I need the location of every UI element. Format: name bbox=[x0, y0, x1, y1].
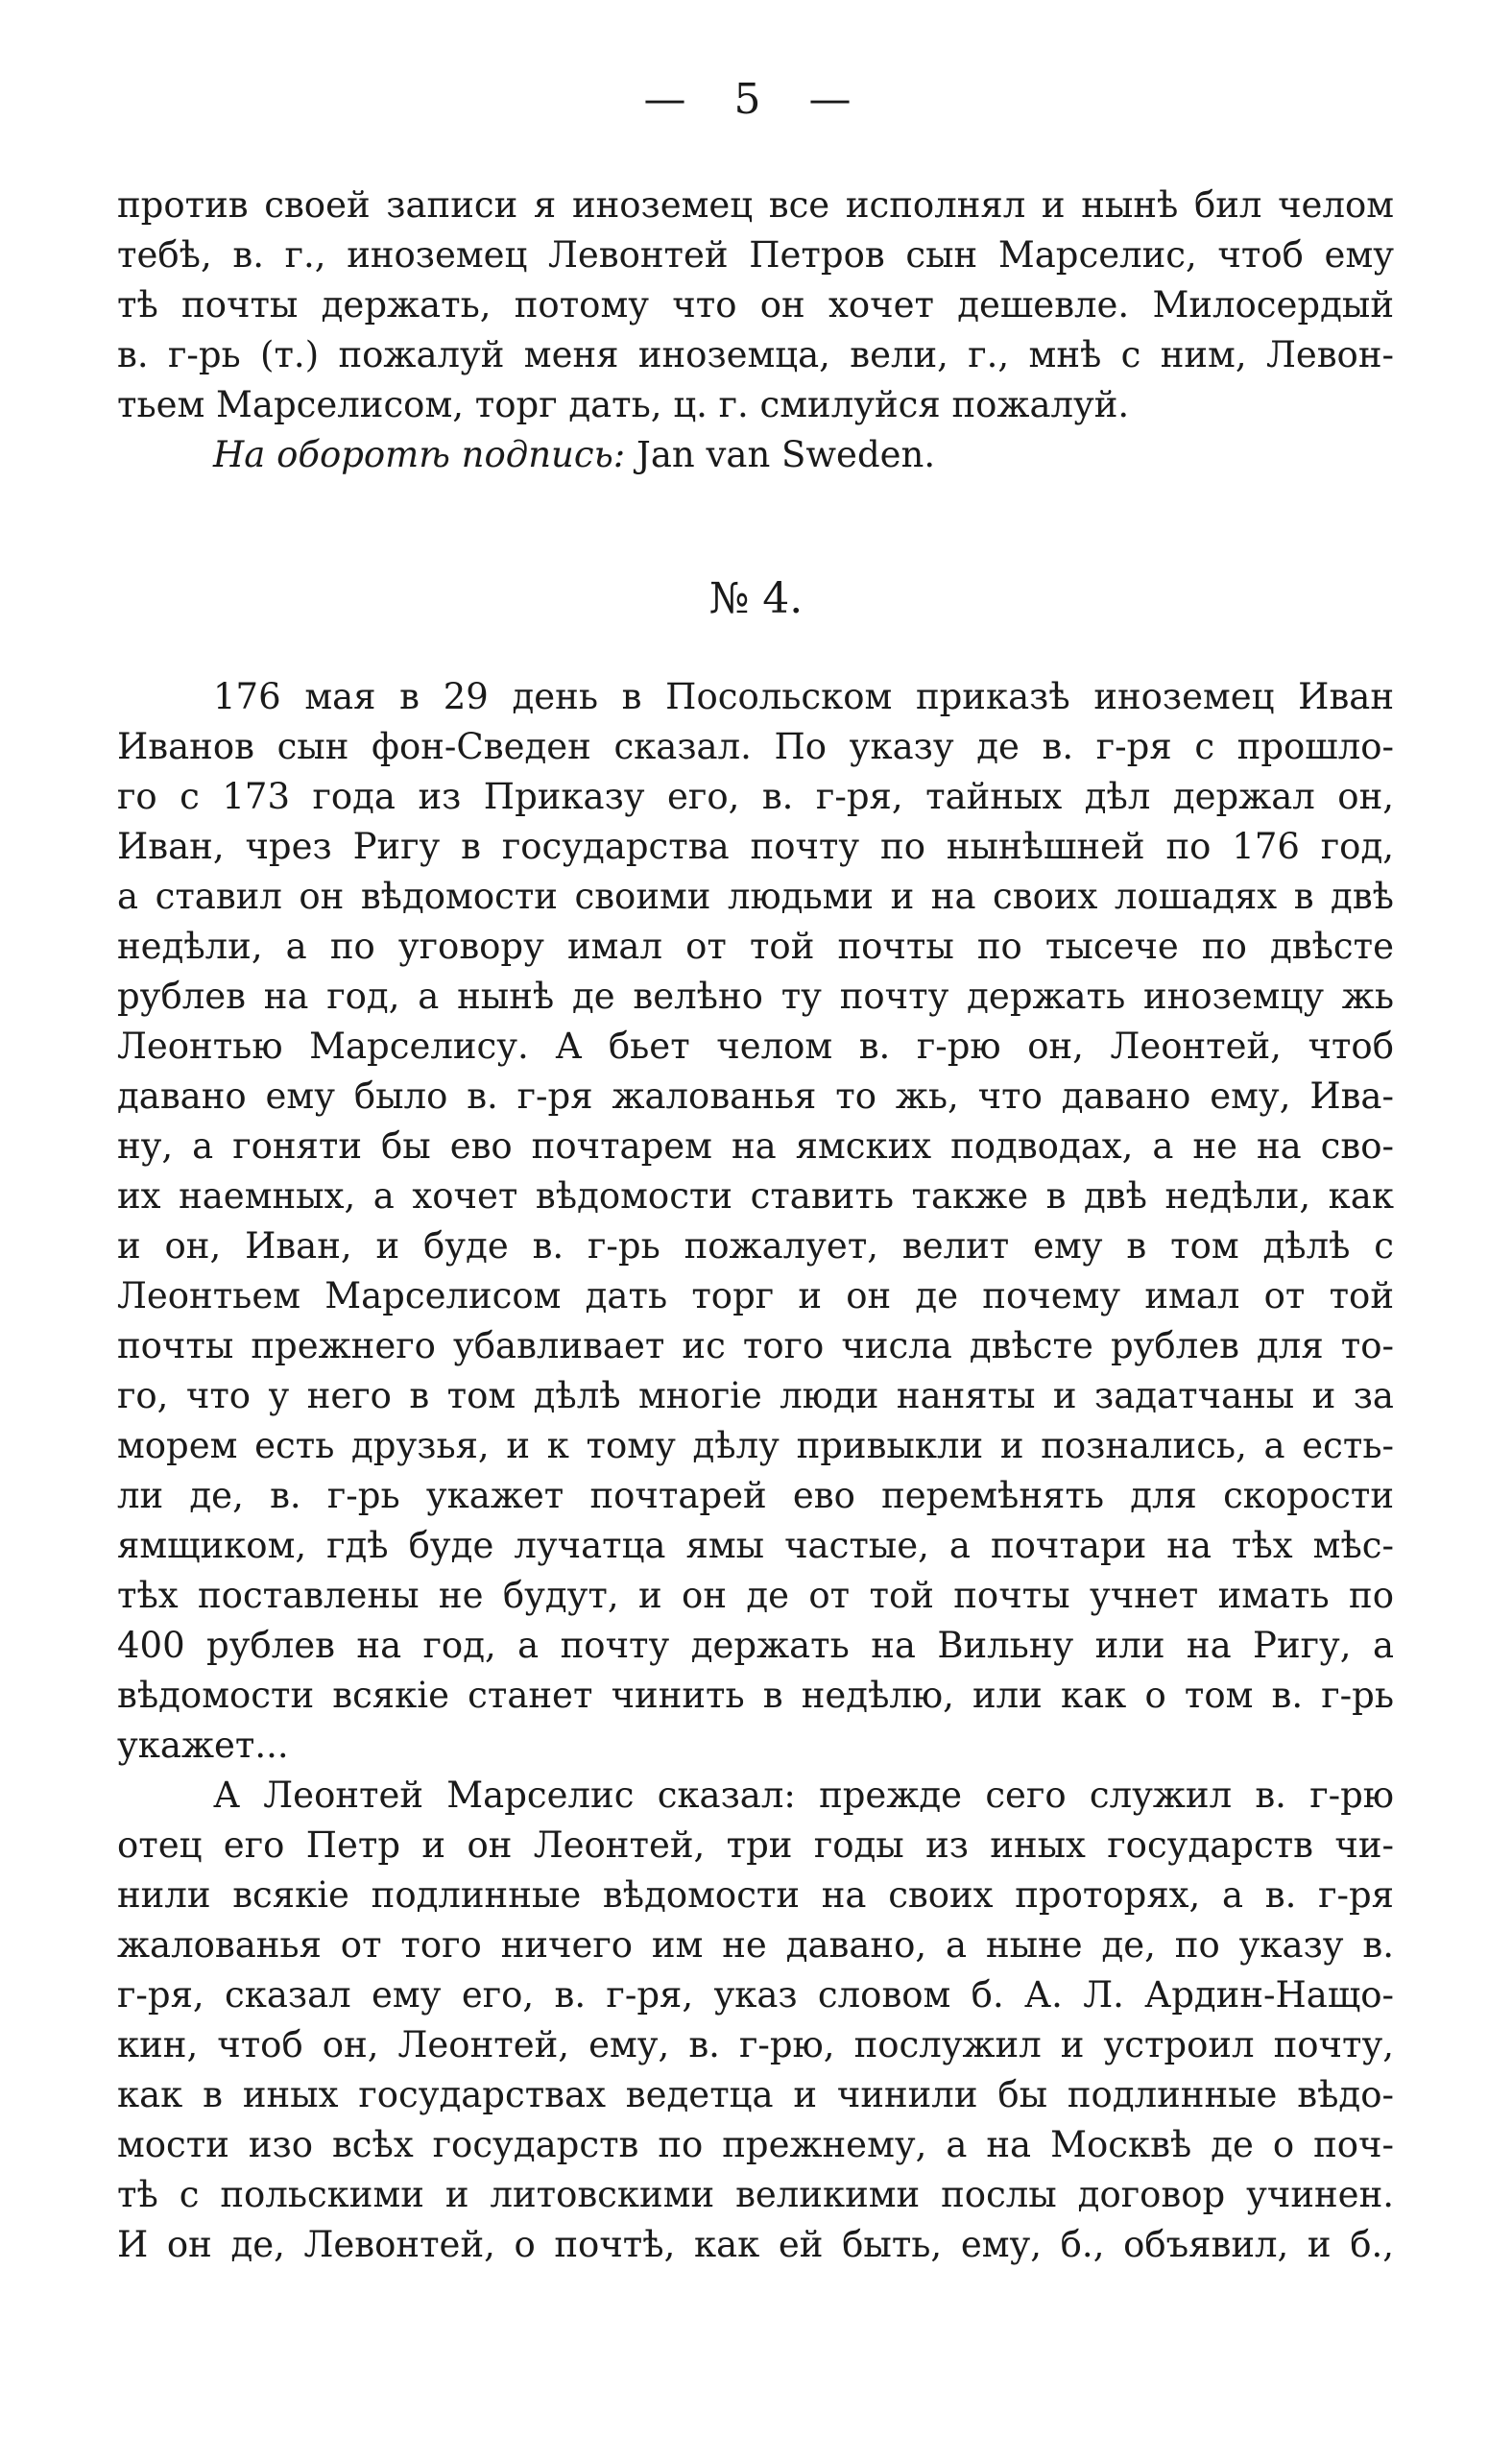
text-line: тебѣ, в. г., иноземец Левонтей Петров сын Марселис, чтоб ему bbox=[117, 234, 1394, 276]
text-line: г-ря, сказал ему его, в. г-ря, указ словом б. А. Л. Ардин-Нащо- bbox=[117, 1974, 1394, 2016]
text-line: Иванов сын фон-Сведен сказал. По указу де в. г-ря с прошло- bbox=[117, 726, 1394, 767]
text-line: как в иных государствах ведетца и чинили бы подлинные вѣдо- bbox=[117, 2074, 1394, 2115]
text-line: мости изо всѣх государств по прежнему, а на Москвѣ де о поч- bbox=[117, 2124, 1394, 2165]
text-line: 400 рублев на год, а почту держать на Вильну или на Ригу, а bbox=[117, 1625, 1394, 1666]
text-line: ну, а гоняти бы ево почтарем на ямских подводах, а не на сво- bbox=[117, 1125, 1394, 1167]
text-line: 176 мая в 29 день в Посольском приказѣ иноземец Иван bbox=[213, 676, 1394, 717]
text-line: тѣх поставлены не будут, и он де от той почты учнет имать по bbox=[117, 1575, 1394, 1616]
paragraph-1 bbox=[117, 672, 1394, 1771]
page-number: — 5 — bbox=[643, 75, 869, 124]
section-heading: № 4. bbox=[708, 574, 804, 623]
text-line: почты прежнего убавливает ис того числа двѣсте рублев для то- bbox=[117, 1325, 1394, 1366]
text-line: И он де, Левонтей, о почтѣ, как ей быть, ему, б., объявил, и б., bbox=[117, 2224, 1394, 2265]
text-line: го с 173 года из Приказу его, в. г-ря, тайных дѣл держал он, bbox=[117, 776, 1394, 817]
text-line: Леонтью Марселису. А бьет челом в. г-рю он, Леонтей, чтоб bbox=[117, 1026, 1394, 1067]
text-line: давано ему было в. г-ря жалованья то жь, что давано ему, Ива- bbox=[117, 1075, 1394, 1117]
text-line: А Леонтей Марселис сказал: прежде сего служил в. г-рю bbox=[213, 1775, 1394, 1816]
paragraph-2 bbox=[117, 1771, 1394, 2270]
text-line: укажет... bbox=[117, 1725, 289, 1766]
text-line: тѣ почты держать, потому что он хочет дешевле. Милосердый bbox=[117, 284, 1394, 326]
text-line: го, что у него в том дѣлѣ многiе люди наняты и задатчаны и за bbox=[117, 1375, 1394, 1416]
text-line: против своей записи я иноземец все исполнял и нынѣ бил челом bbox=[117, 184, 1394, 226]
text-line: нили всякiе подлинные вѣдомости на своих проторях, а в. г-ря bbox=[117, 1874, 1394, 1916]
text-line: тѣ с польскими и литовскими великими послы договор учинен. bbox=[117, 2174, 1394, 2215]
text-line: Леонтьем Марселисом дать торг и он де почему имал от той bbox=[117, 1275, 1394, 1316]
text-line: тьем Марселисом, торг дать, ц. г. смилуйся пожалуй. bbox=[117, 384, 1130, 425]
text-line: в. г-рь (т.) пожалуй меня иноземца, вели, г., мнѣ с ним, Левон- bbox=[117, 334, 1394, 375]
text-line: вѣдомости всякiе станет чинить в недѣлю, или как о том в. г-рь bbox=[117, 1675, 1394, 1716]
signature-name: Jan van Sweden. bbox=[636, 434, 936, 475]
text-line: ли де, в. г-рь укажет почтарей ево перемѣнять для скорости bbox=[117, 1475, 1394, 1516]
continuation-text bbox=[117, 181, 1394, 480]
text-line: кин, чтоб он, Леонтей, ему, в. г-рю, послужил и устроил почту, bbox=[117, 2024, 1394, 2065]
text-line: рублев на год, а нынѣ де велѣно ту почту держать иноземцу жь bbox=[117, 976, 1394, 1017]
text-line: а ставил он вѣдомости своими людьми и на своих лошадях в двѣ bbox=[117, 876, 1394, 917]
text-line: морем есть друзья, и к тому дѣлу привыкли и познались, а есть- bbox=[117, 1425, 1394, 1466]
text-line: и он, Иван, и буде в. г-рь пожалует, велит ему в том дѣлѣ с bbox=[117, 1225, 1394, 1267]
text-line: ямщиком, гдѣ буде лучатца ямы частые, а почтари на тѣх мѣс- bbox=[117, 1525, 1394, 1566]
signature-label: На оборотѣ подпись: bbox=[213, 434, 626, 475]
text-line: Иван, чрез Ригу в государства почту по нынѣшней по 176 год, bbox=[117, 826, 1394, 867]
text-line: недѣли, а по уговору имал от той почты по тысече по двѣсте bbox=[117, 926, 1394, 967]
text-line: отец его Петр и он Леонтей, три годы из иных государств чи- bbox=[117, 1824, 1394, 1866]
text-line: жалованья от того ничего им не давано, а ныне де, по указу в. bbox=[117, 1924, 1394, 1966]
signature-note bbox=[117, 430, 1394, 480]
text-line: их наемных, а хочет вѣдомости ставить также в двѣ недѣли, как bbox=[117, 1175, 1394, 1217]
